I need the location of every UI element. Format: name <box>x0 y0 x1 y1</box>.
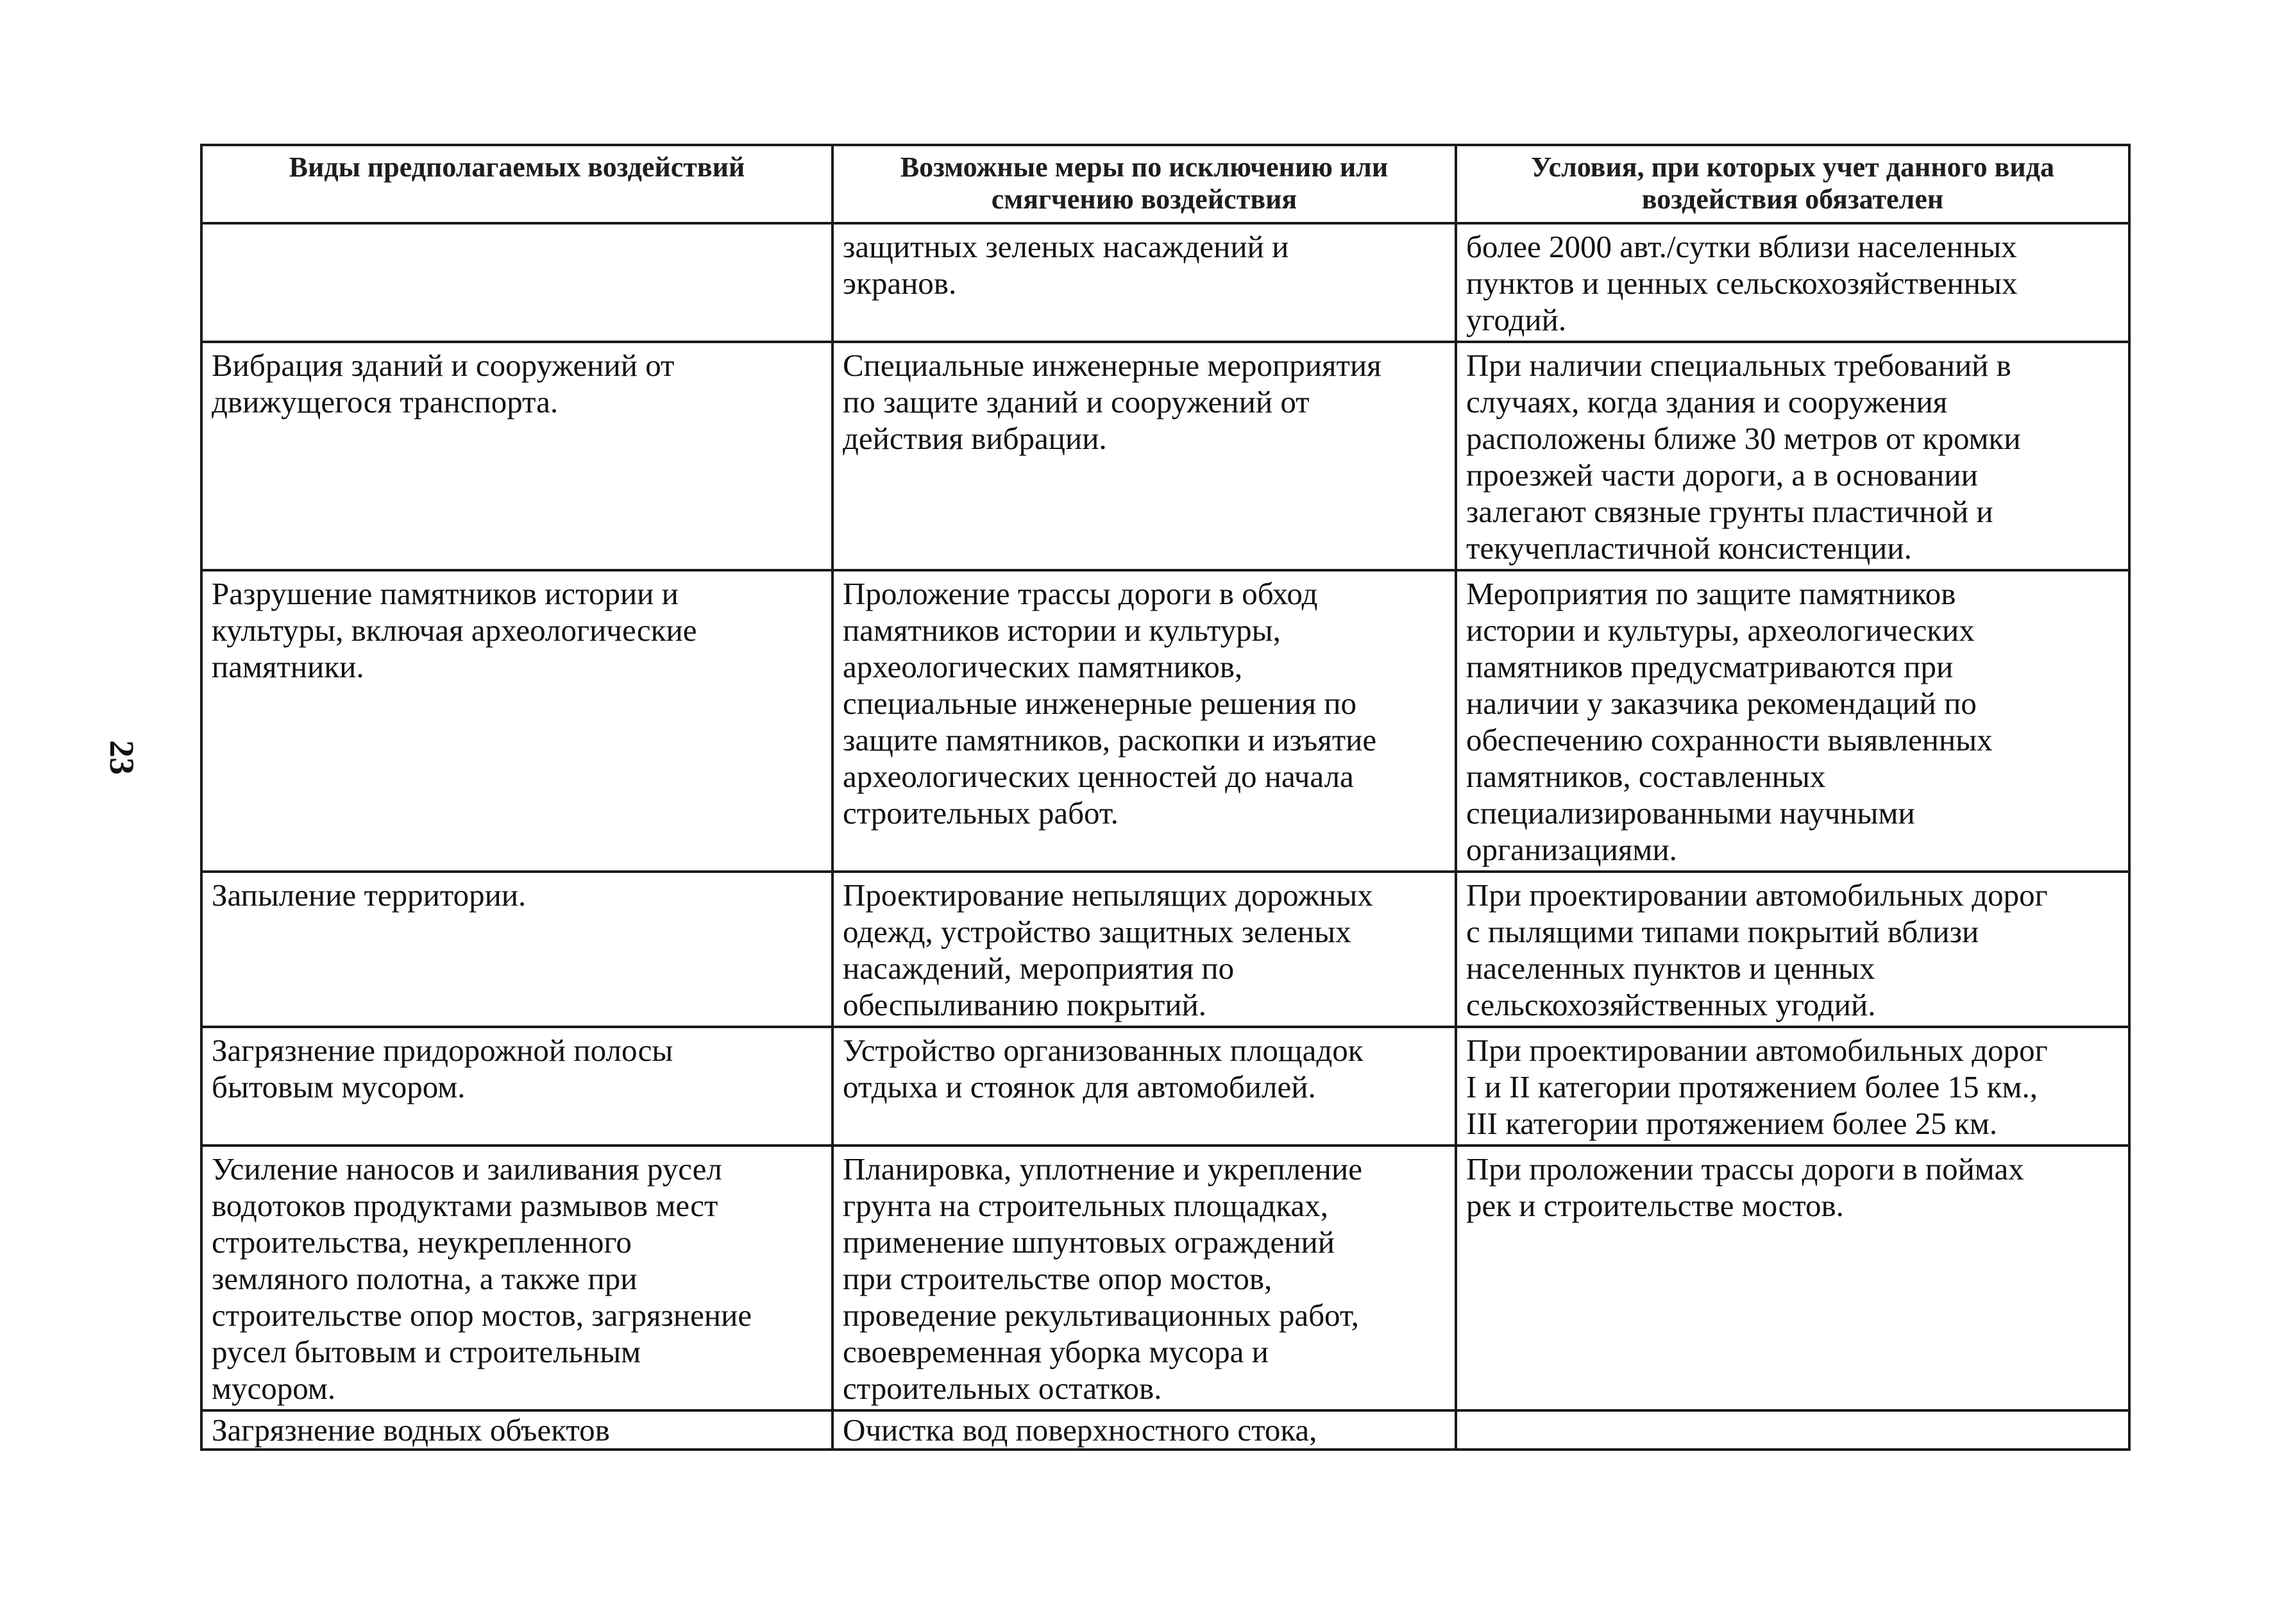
table-body <box>201 223 2129 1450</box>
conditions-text: При проектировании автомобильных дорог I и II категории протяжением более 15 км., III категории протяжением более 25 км. <box>1466 1033 2048 1141</box>
measures-cell <box>832 342 1456 570</box>
header-row <box>201 145 2129 223</box>
measures-text: Специальные инженерные мероприятия по защите зданий и сооружений от действия вибрации. <box>843 348 1382 456</box>
impact-text: Усиление наносов и заиливания русел водотоков продуктами размывов мест строительства, неукрепленного земляного полотна, а также при строительстве опор мостов, загрязнение русел бытовым и строительным мусором. <box>212 1151 752 1406</box>
conditions-text: Мероприятия по защите памятников истории и культуры, археологических памятников предусматриваются при наличии у заказчика рекомендаций по обеспечению сохранности выявленных памятников, составленных специализированными научными организациями. <box>1466 576 1993 867</box>
measures-cell <box>832 570 1456 872</box>
table-row <box>201 223 2129 342</box>
conditions-text: более 2000 авт./сутки вблизи населенных пунктов и ценных сельскохозяйственных угодий. <box>1466 229 2018 337</box>
measures-text: Проложение трассы дороги в обход памятников истории и культуры, археологических памятников, специальные инженерные решения по защите памятников, раскопки и изъятие археологических ценностей до начала строительных работ. <box>843 576 1377 831</box>
measures-cell <box>832 1027 1456 1146</box>
impact-text: Загрязнение придорожной полосы бытовым мусором. <box>212 1033 673 1104</box>
header-impact-types: Виды предполагаемых воздействий <box>201 145 832 223</box>
conditions-cell <box>1456 570 2129 872</box>
impact-cell <box>201 872 832 1027</box>
table-header <box>201 145 2129 223</box>
table-row <box>201 872 2129 1027</box>
measures-text: Проектирование непылящих дорожных одежд, устройство защитных зеленых насаждений, мероприятия по обеспыливанию покрытий. <box>843 877 1373 1022</box>
conditions-text: При проложении трассы дороги в поймах рек и строительстве мостов. <box>1466 1151 2024 1223</box>
conditions-cell <box>1456 1410 2129 1450</box>
impact-text: Загрязнение водных объектов <box>212 1412 610 1448</box>
impact-text: Запыление территории. <box>212 877 527 913</box>
conditions-text: При наличии специальных требований в случаях, когда здания и сооружения расположены ближе 30 метров от кромки проезжей части дороги, а в основании залегают связные грунты пластичной и текучепластичной консистенции. <box>1466 348 2021 566</box>
table-row <box>201 342 2129 570</box>
conditions-text: При проектировании автомобильных дорог с пылящими типами покрытий вблизи населенных пунктов и ценных сельскохозяйственных угодий. <box>1466 877 2048 1022</box>
measures-cell <box>832 1410 1456 1450</box>
measures-cell <box>832 872 1456 1027</box>
table-row <box>201 1410 2129 1450</box>
table-row <box>201 1027 2129 1146</box>
impact-text: Разрушение памятников истории и культуры, включая археологические памятники. <box>212 576 697 684</box>
conditions-cell <box>1456 223 2129 342</box>
conditions-cell <box>1456 872 2129 1027</box>
impact-cell <box>201 1146 832 1410</box>
header-mitigation-measures: Возможные меры по исключению или смягчению воздействия <box>832 145 1456 223</box>
header-conditions: Условия, при которых учет данного вида воздействия обязателен <box>1456 145 2129 223</box>
table-row <box>201 1146 2129 1410</box>
page-number: 23 <box>103 740 141 775</box>
measures-text: защитных зеленых насаждений и экранов. <box>843 229 1289 301</box>
impact-cell <box>201 1410 832 1450</box>
measures-cell <box>832 1146 1456 1410</box>
conditions-cell <box>1456 342 2129 570</box>
measures-text: Планировка, уплотнение и укрепление грунта на строительных площадках, применение шпунтовых ограждений при строительстве опор мостов, проведение рекультивационных работ, своевременная уборка мусора и строительных остатков. <box>843 1151 1362 1406</box>
impact-measures-table <box>200 144 2131 1451</box>
impact-cell <box>201 570 832 872</box>
measures-cell <box>832 223 1456 342</box>
conditions-cell <box>1456 1146 2129 1410</box>
conditions-cell <box>1456 1027 2129 1146</box>
table-row <box>201 570 2129 872</box>
impact-cell <box>201 342 832 570</box>
impact-cell <box>201 1027 832 1146</box>
impact-cell <box>201 223 832 342</box>
impact-text: Вибрация зданий и сооружений от движущегося транспорта. <box>212 348 675 419</box>
measures-text: Очистка вод поверхностного стока, <box>843 1412 1317 1448</box>
measures-text: Устройство организованных площадок отдыха и стоянок для автомобилей. <box>843 1033 1364 1104</box>
